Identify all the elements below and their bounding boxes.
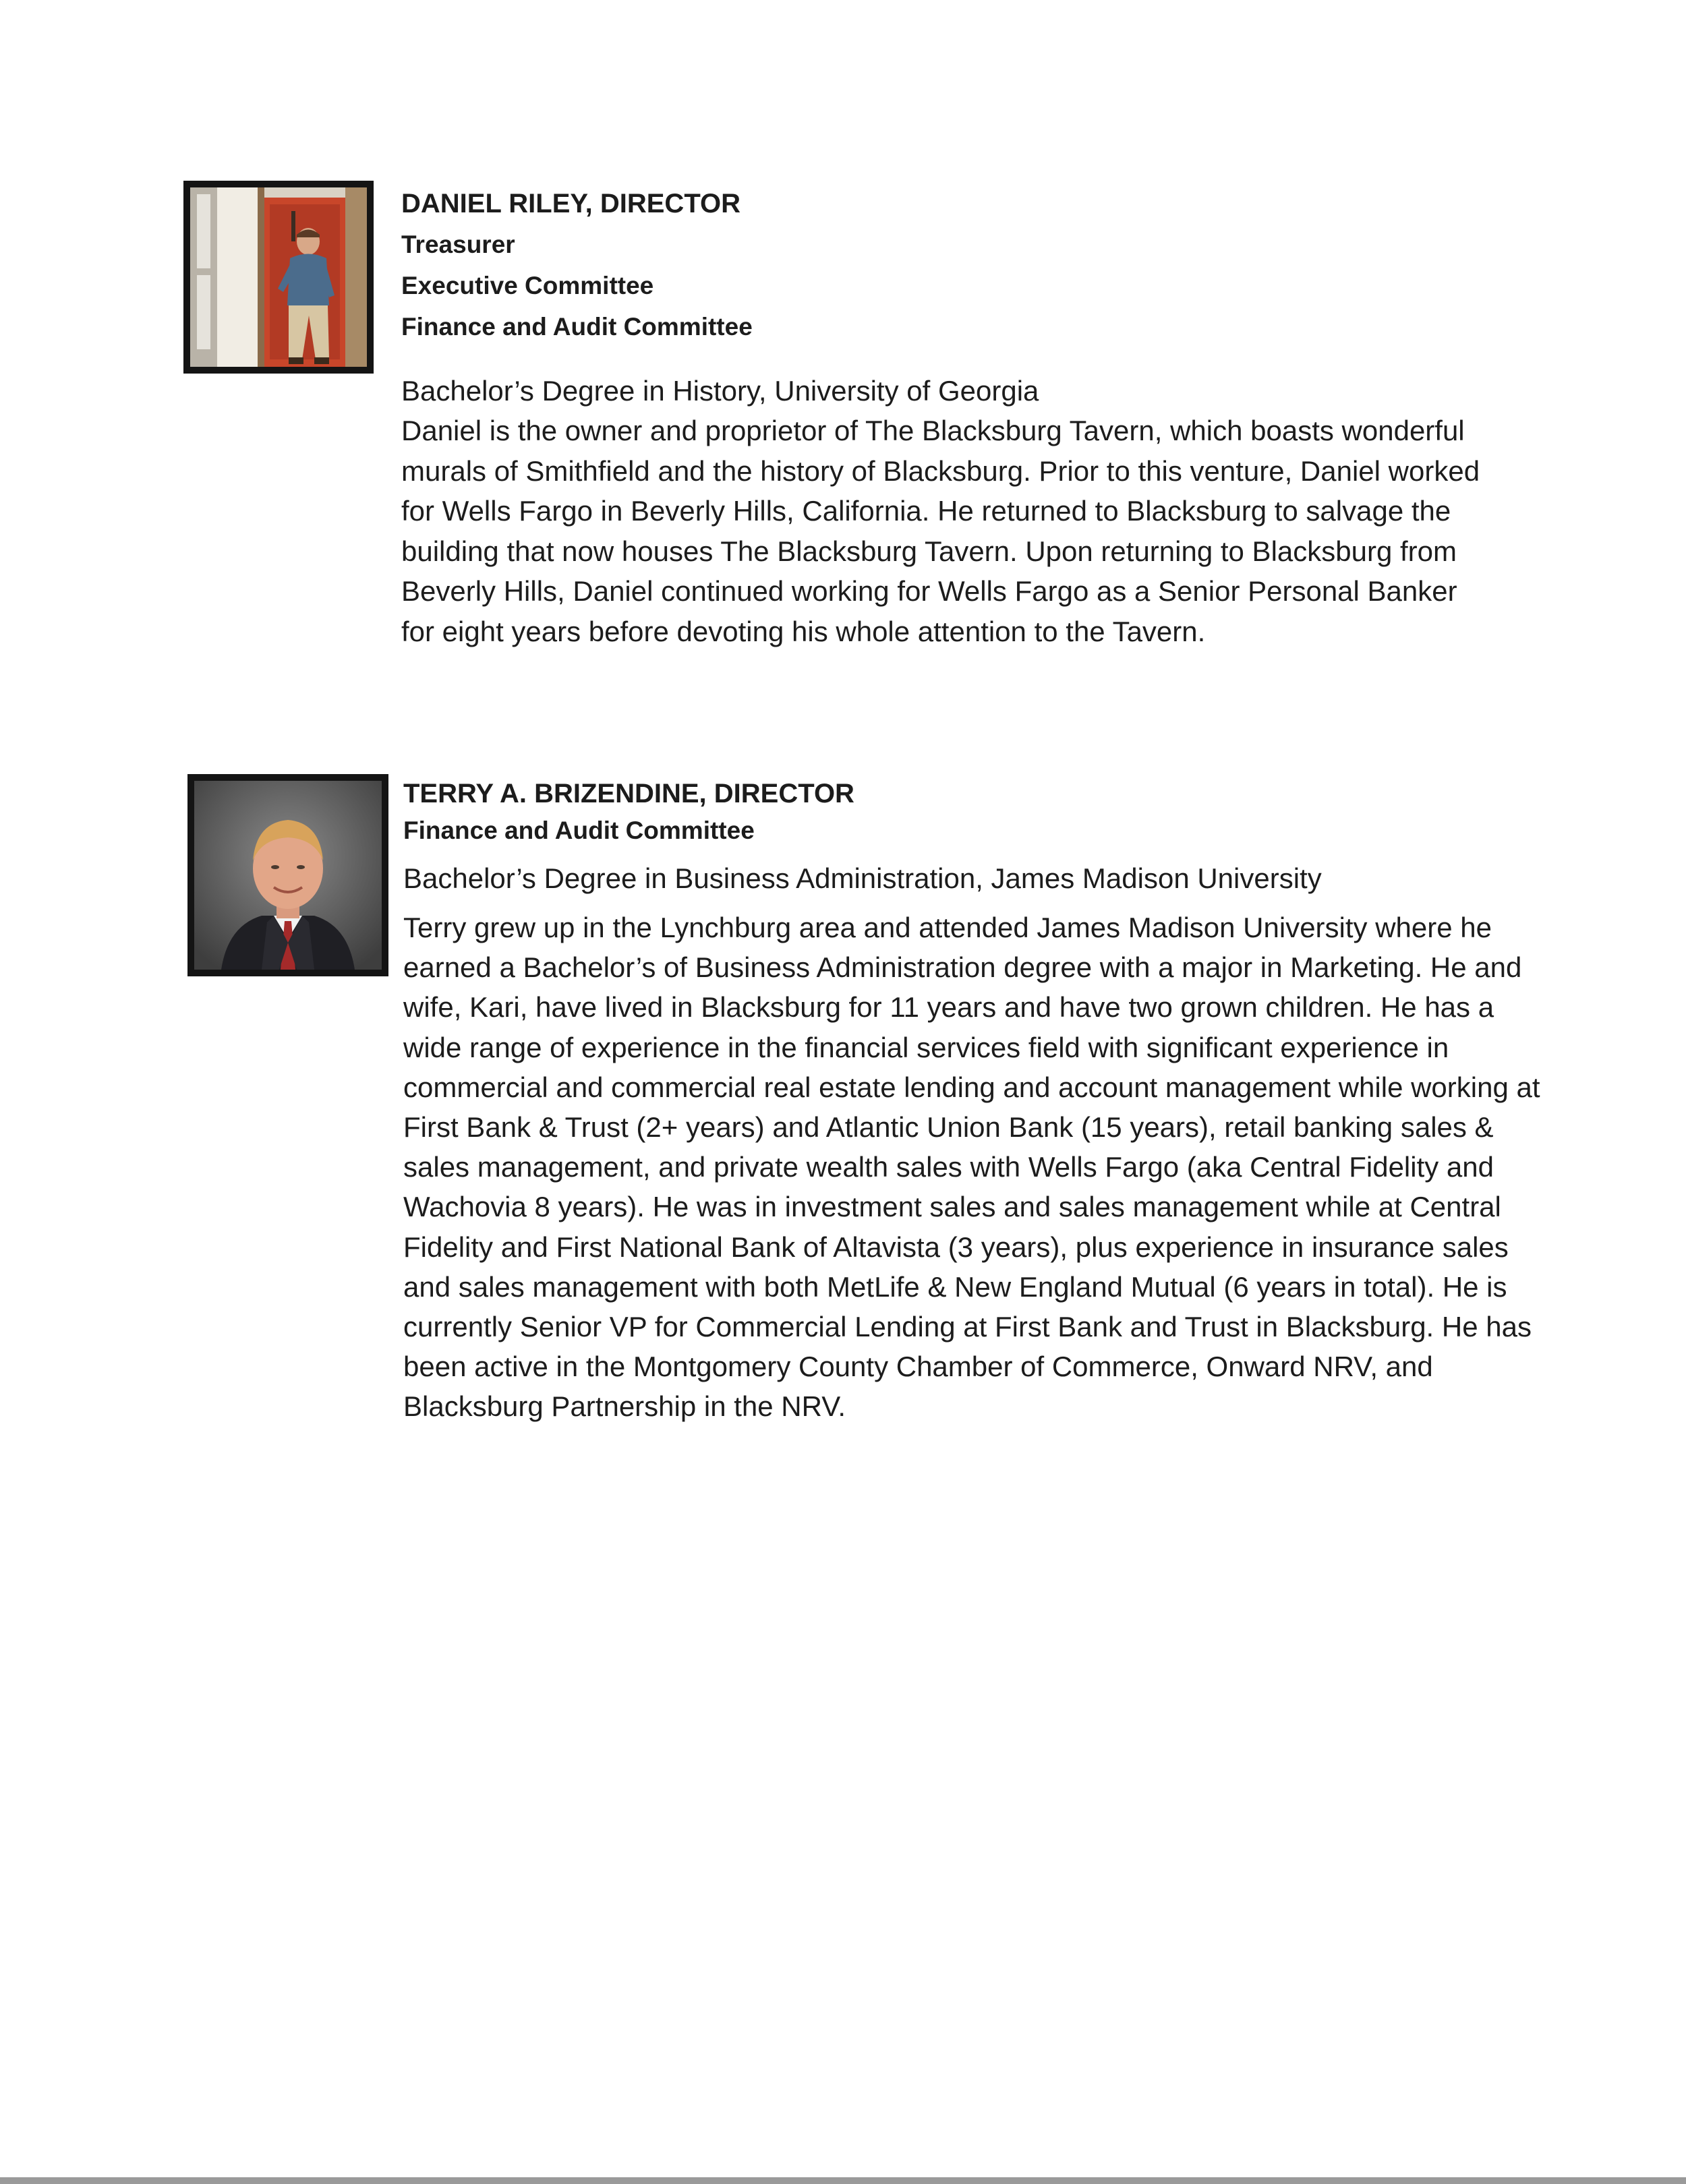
portrait-brizendine-image	[194, 781, 382, 970]
director-name: TERRY A. BRIZENDINE, DIRECTOR	[403, 779, 854, 808]
director-photo-brizendine	[187, 774, 388, 976]
director-role: Treasurer	[401, 231, 515, 258]
director-degree: Bachelor’s Degree in History, University of Georgia	[401, 375, 1039, 407]
scan-page-edge	[0, 2177, 1686, 2184]
director-role: Executive Committee	[401, 272, 654, 299]
director-roles	[401, 224, 1494, 347]
director-info-brizendine	[403, 777, 1550, 1427]
director-bio-text: Daniel is the owner and proprietor of The Blacksburg Tavern, which boasts wonderful murals of Smithfield and the history of Blacksburg. Prior to this venture, Daniel worked for Wells Fargo in Beverly Hills, California. He returned to Blacksburg to salvage the building that now houses The Blacksburg Tavern. Upon returning to Blacksburg from Beverly Hills, Daniel continued working for Wells Fargo as a Senior Personal Banker for eight years before devoting his whole attention to the Tavern.	[401, 415, 1480, 647]
director-roles	[403, 810, 1550, 851]
director-bio-riley	[0, 181, 1686, 693]
portrait-riley-image	[190, 187, 367, 367]
director-bio-brizendine	[0, 774, 1686, 1489]
director-photo-riley	[183, 181, 374, 374]
director-role: Finance and Audit Committee	[401, 313, 753, 341]
director-info-riley	[401, 187, 1494, 651]
director-role: Finance and Audit Committee	[403, 817, 755, 844]
director-name: DANIEL RILEY, DIRECTOR	[401, 189, 741, 218]
director-degree: Bachelor’s Degree in Business Administration, James Madison University	[403, 862, 1322, 894]
director-bio-text: Terry grew up in the Lynchburg area and attended James Madison University where he earned a Bachelor’s of Business Administration degree with a major in Marketing. He and wife, Kari, have lived in Blacksburg for 11 years and have two grown children. He has a wide range of experience in the financial services field with significant experience in commercial and commercial real estate lending and account management while working at First Bank & Trust (2+ years) and Atlantic Union Bank (15 years), retail banking sales & sales management, and private wealth sales with Wells Fargo (aka Central Fidelity and Wachovia 8 years). He was in investment sales and sales management while at Central Fidelity and First National Bank of Altavista (3 years), plus experience in insurance sales and sales management with both MetLife & New England Mutual (6 years in total). He is currently Senior VP for Commercial Lending at First Bank and Trust in Blacksburg. He has been active in the Montgomery County Chamber of Commerce, Onward NRV, and Blacksburg Partnership in the NRV.	[403, 912, 1540, 1423]
